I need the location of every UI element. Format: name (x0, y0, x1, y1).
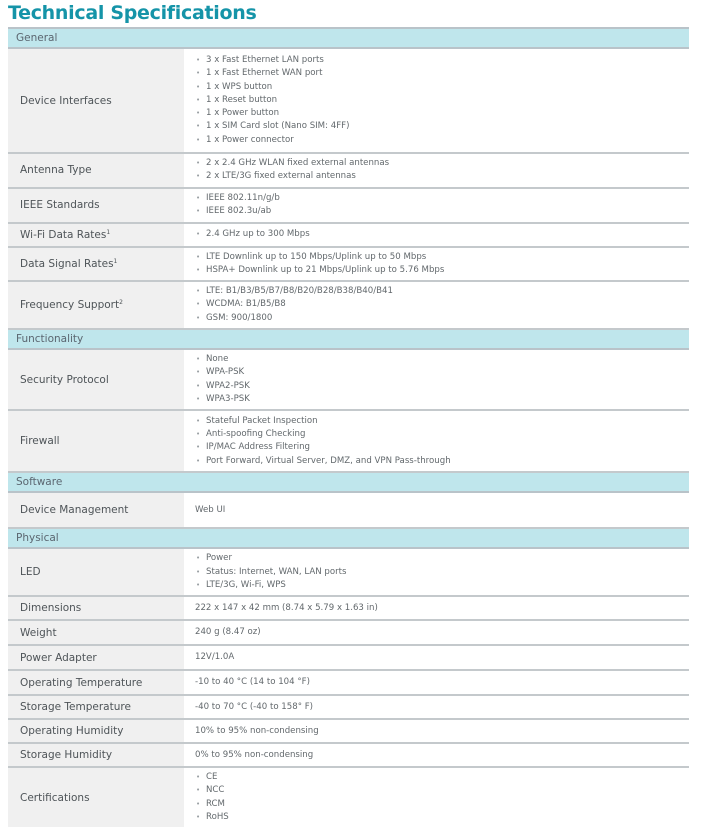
spec-value (184, 695, 689, 719)
spec-value (184, 596, 689, 620)
section-header-physical (8, 528, 689, 548)
spec-label (8, 548, 184, 596)
spec-label (8, 743, 184, 767)
spec-label-text: Data Signal Rates (20, 257, 114, 270)
spec-value-item: • 3 x Fast Ethernet LAN ports (195, 54, 689, 67)
spec-value-list (195, 157, 689, 184)
spec-value-item: • RCM (195, 798, 689, 811)
spec-label (8, 281, 184, 329)
spec-table (8, 27, 689, 827)
spec-value-item: • 2 x 2.4 GHz WLAN fixed external antennas (195, 157, 689, 170)
spec-row (8, 695, 689, 719)
spec-label (8, 596, 184, 620)
spec-row (8, 48, 689, 153)
spec-value-item: • WPA-PSK (195, 366, 689, 379)
spec-value-item: • CE (195, 771, 689, 784)
spec-value-list (195, 415, 689, 468)
spec-value-list (195, 228, 689, 241)
spec-label-text: Security Protocol (20, 373, 109, 386)
spec-row (8, 548, 689, 596)
spec-label (8, 410, 184, 472)
spec-label-text: Frequency Support (20, 299, 120, 312)
page-title: Technical Specifications (8, 2, 257, 24)
spec-row (8, 281, 689, 329)
spec-value-item: • LTE/3G, Wi-Fi, WPS (195, 579, 689, 592)
spec-value (184, 153, 689, 188)
spec-value (184, 223, 689, 247)
spec-value (184, 548, 689, 596)
spec-label (8, 620, 184, 645)
spec-label (8, 767, 184, 827)
spec-value-item: • 1 x Fast Ethernet WAN port (195, 67, 689, 80)
section-title: Software (8, 472, 689, 492)
spec-label (8, 695, 184, 719)
spec-row (8, 492, 689, 528)
section-header-software (8, 472, 689, 492)
spec-value (184, 719, 689, 743)
spec-value-item: • 1 x Power connector (195, 134, 689, 147)
spec-label (8, 492, 184, 528)
spec-value-item: • 1 x Power button (195, 107, 689, 120)
spec-label (8, 153, 184, 188)
spec-label-text: Antenna Type (20, 164, 92, 177)
spec-value-item: • IP/MAC Address Filtering (195, 441, 689, 454)
spec-label (8, 349, 184, 410)
spec-value (184, 247, 689, 282)
section-header-functionality (8, 329, 689, 349)
section-title: Functionality (8, 329, 689, 349)
spec-row (8, 670, 689, 695)
spec-value-list (195, 552, 689, 592)
spec-value-item: • GSM: 900/1800 (195, 312, 689, 325)
spec-value-item: • 2.4 GHz up to 300 Mbps (195, 228, 689, 241)
spec-value-item: • HSPA+ Downlink up to 21 Mbps/Uplink up to 5.76 Mbps (195, 264, 689, 277)
spec-row (8, 767, 689, 827)
section-header-general (8, 28, 689, 48)
spec-row (8, 596, 689, 620)
spec-value-item: • Status: Internet, WAN, LAN ports (195, 566, 689, 579)
spec-label-text: Device Management (20, 504, 129, 517)
spec-value-text: 12V/1.0A (195, 652, 235, 662)
spec-row (8, 645, 689, 670)
spec-value-list (195, 251, 689, 278)
spec-value (184, 645, 689, 670)
spec-value (184, 410, 689, 472)
spec-value-list (195, 192, 689, 219)
spec-value-text: Web UI (195, 504, 226, 515)
spec-row (8, 223, 689, 247)
spec-label-text: Operating Temperature (20, 676, 143, 689)
spec-value-item: • WPA2-PSK (195, 380, 689, 393)
spec-label-text: Storage Temperature (20, 701, 131, 714)
spec-label-text: Weight (20, 626, 57, 639)
spec-value (184, 492, 689, 528)
spec-value-item: • WPA3-PSK (195, 393, 689, 406)
spec-value (184, 48, 689, 153)
spec-label-text: LED (20, 566, 41, 579)
spec-value (184, 281, 689, 329)
spec-value-item: • 1 x WPS button (195, 81, 689, 94)
spec-value-item: • Power (195, 552, 689, 565)
spec-row (8, 743, 689, 767)
spec-row (8, 410, 689, 472)
spec-value (184, 670, 689, 695)
spec-label (8, 48, 184, 153)
spec-value-item: • 2 x LTE/3G fixed external antennas (195, 170, 689, 183)
spec-value-text: 222 x 147 x 42 mm (8.74 x 5.79 x 1.63 in) (195, 602, 378, 613)
spec-label-text: Certifications (20, 791, 90, 804)
spec-value-list (195, 771, 689, 824)
spec-row (8, 719, 689, 743)
spec-label (8, 645, 184, 670)
spec-value-list (195, 353, 689, 406)
spec-label (8, 670, 184, 695)
spec-value-text: -40 to 70 °C (-40 to 158° F) (195, 701, 314, 712)
spec-value-list (195, 54, 689, 147)
spec-value-text: 0% to 95% non-condensing (195, 749, 314, 760)
spec-label-text: IEEE Standards (20, 199, 100, 212)
spec-label-text: Power Adapter (20, 651, 97, 664)
spec-value-text: -10 to 40 °C (14 to 104 °F) (195, 677, 310, 687)
spec-value-text: 10% to 95% non-condensing (195, 725, 319, 736)
section-title: Physical (8, 528, 689, 548)
spec-row (8, 620, 689, 645)
footnote-marker: 2 (119, 299, 123, 307)
spec-value-item: • IEEE 802.11n/g/b (195, 192, 689, 205)
spec-value (184, 349, 689, 410)
spec-label-text: Wi-Fi Data Rates (20, 228, 107, 241)
spec-value-item: • RoHS (195, 811, 689, 824)
section-title: General (8, 28, 689, 48)
footnote-marker: 1 (106, 228, 111, 236)
spec-value (184, 767, 689, 827)
spec-row (8, 153, 689, 188)
spec-value-item: • Anti-spoofing Checking (195, 428, 689, 441)
spec-label-text: Storage Humidity (20, 749, 113, 762)
spec-value-item: • None (195, 353, 689, 366)
spec-value-item: • LTE: B1/B3/B5/B7/B8/B20/B28/B38/B40/B41 (195, 285, 689, 298)
spec-label (8, 223, 184, 247)
spec-label-text: Device Interfaces (20, 94, 112, 107)
spec-label (8, 247, 184, 282)
spec-value (184, 620, 689, 645)
spec-value-list (195, 285, 689, 325)
spec-label-text: Dimensions (20, 602, 82, 615)
spec-value-item: • Port Forward, Virtual Server, DMZ, and VPN Pass-through (195, 455, 689, 468)
spec-value (184, 188, 689, 223)
spec-label (8, 188, 184, 223)
spec-value-item: • WCDMA: B1/B5/B8 (195, 298, 689, 311)
spec-value (184, 743, 689, 767)
spec-label-text: Operating Humidity (20, 725, 124, 738)
spec-value-item: • IEEE 802.3u/ab (195, 205, 689, 218)
spec-value-item: • 1 x Reset button (195, 94, 689, 107)
spec-value-text: 240 g (8.47 oz) (195, 627, 261, 637)
spec-table-body (8, 28, 689, 827)
spec-row (8, 349, 689, 410)
spec-value-item: • 1 x SIM Card slot (Nano SIM: 4FF) (195, 120, 689, 133)
footnote-marker: 1 (113, 257, 118, 265)
spec-label (8, 719, 184, 743)
spec-value-item: • NCC (195, 784, 689, 797)
spec-row (8, 247, 689, 282)
spec-value-item: • LTE Downlink up to 150 Mbps/Uplink up to 50 Mbps (195, 251, 689, 264)
spec-row (8, 188, 689, 223)
spec-label-text: Firewall (20, 435, 60, 448)
spec-value-item: • Stateful Packet Inspection (195, 415, 689, 428)
